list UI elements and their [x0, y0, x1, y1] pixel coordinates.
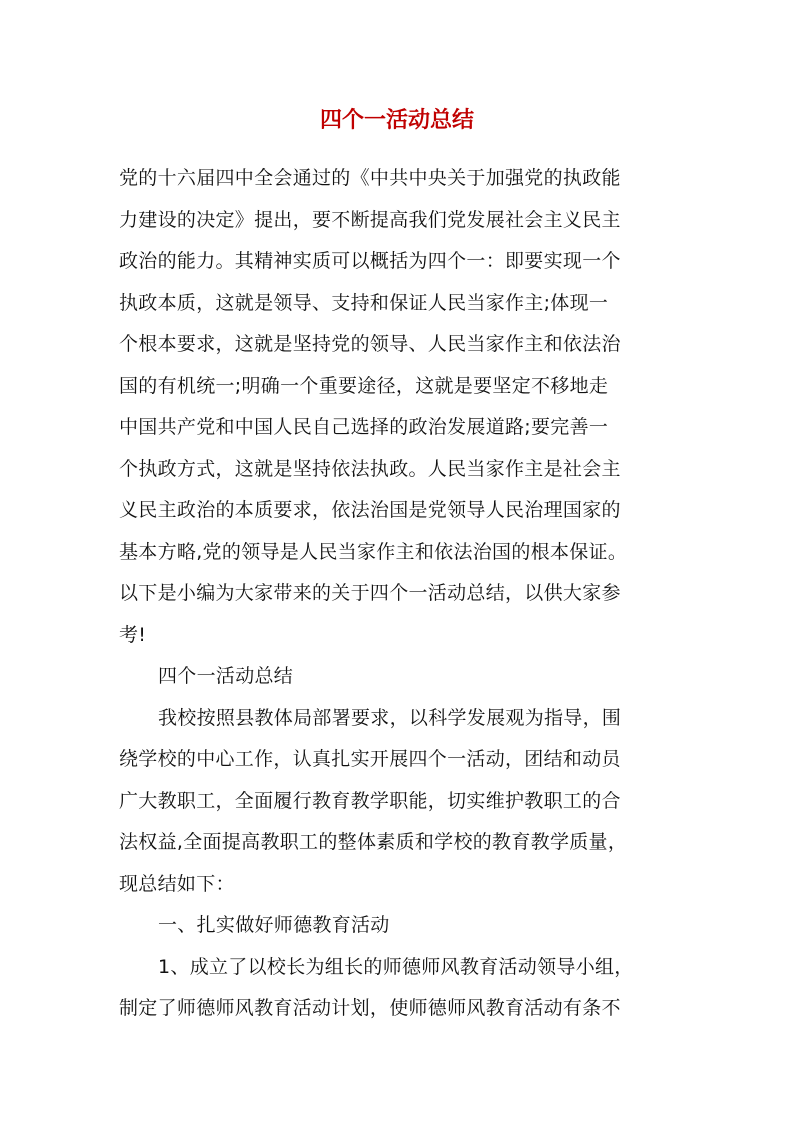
text-line: 中国共产党和中国人民自己选择的政治发展道路;要完善一	[119, 416, 609, 438]
text-line: 党的十六届四中全会通过的《中共中央关于加强党的执政能	[119, 167, 621, 189]
text-line: 国的有机统一;明确一个重要途径，这就是要坚定不移地走	[119, 375, 609, 397]
text-line: 执政本质，这就是领导、支持和保证人民当家作主;体现一	[119, 292, 609, 314]
text-line: 1、成立了以校长为组长的师德师风教育活动领导小组，	[158, 956, 634, 978]
text-line: 义民主政治的本质要求，依法治国是党领导人民治理国家的	[119, 499, 621, 521]
text-line: 政治的能力。其精神实质可以概括为四个一：即要实现一个	[119, 250, 621, 272]
section-heading: 四个一活动总结	[158, 665, 294, 687]
text-line: 考!	[119, 624, 147, 646]
section-heading: 一、扎实做好师德教育活动	[158, 914, 390, 936]
text-line: 个执政方式，这就是坚持依法执政。人民当家作主是社会主	[119, 458, 621, 480]
text-line: 我校按照县教体局部署要求，以科学发展观为指导，围	[158, 707, 622, 729]
text-line: 现总结如下：	[119, 873, 235, 895]
document-title: 四个一活动总结	[319, 107, 474, 133]
text-line: 法权益,全面提高教职工的整体素质和学校的教育教学质量，	[119, 831, 628, 853]
text-line: 绕学校的中心工作，认真扎实开展四个一活动，团结和动员	[119, 748, 621, 770]
text-line: 以下是小编为大家带来的关于四个一活动总结，以供大家参	[119, 582, 621, 604]
text-line: 力建设的决定》提出，要不断提高我们党发展社会主义民主	[119, 209, 621, 231]
text-line: 广大教职工，全面履行教育教学职能，切实维护教职工的合	[119, 790, 621, 812]
text-line: 制定了师德师风教育活动计划，使师德师风教育活动有条不	[119, 997, 621, 1019]
text-line: 个根本要求，这就是坚持党的领导、人民当家作主和依法治	[119, 333, 621, 355]
text-line: 基本方略,党的领导是人民当家作主和依法治国的根本保证。	[119, 541, 628, 563]
